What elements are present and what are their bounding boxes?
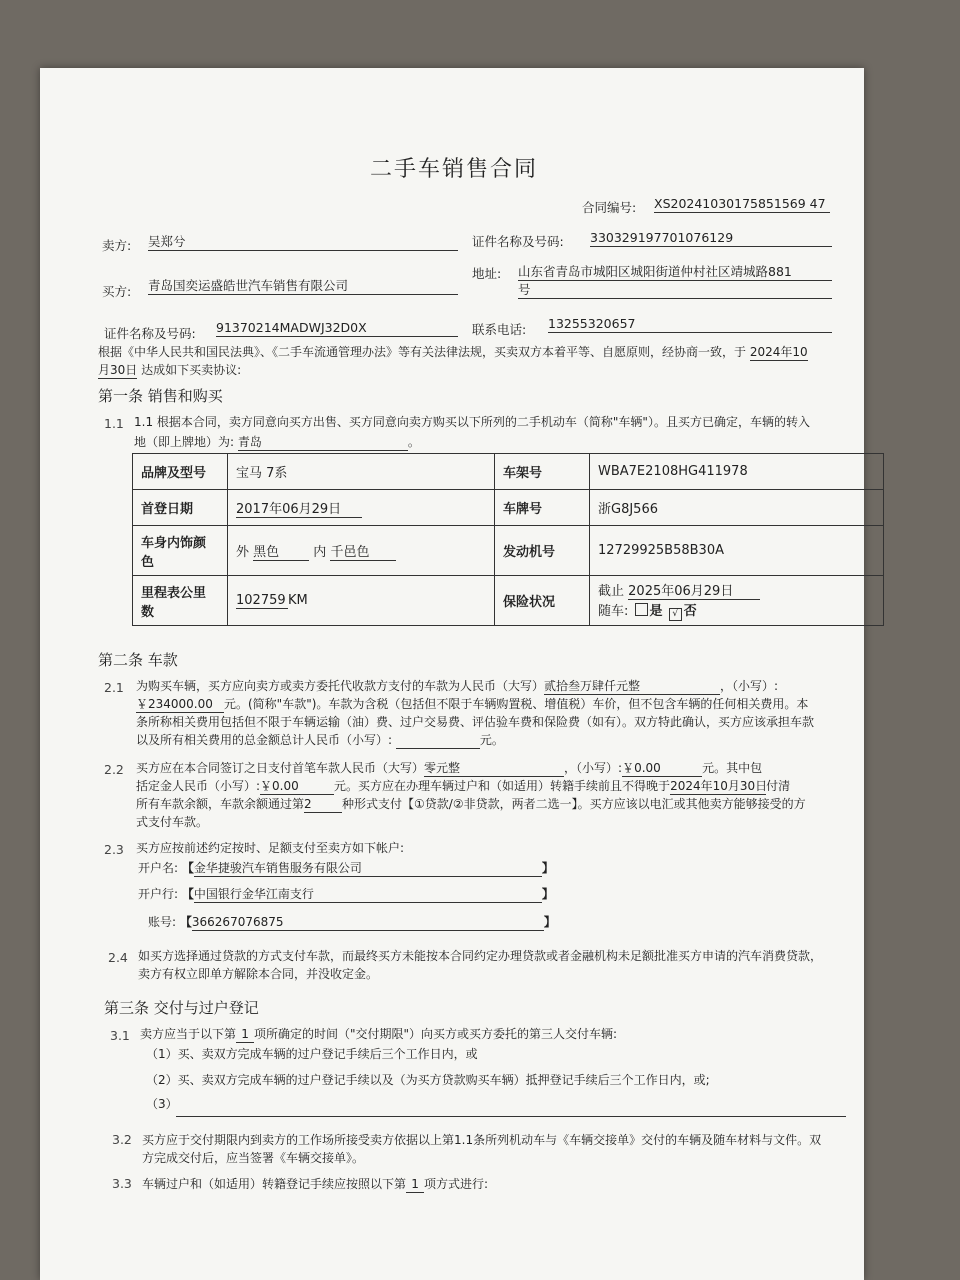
contract-paper xyxy=(40,68,864,1280)
vin-value: WBA7E2108HG411978 xyxy=(590,454,884,490)
article1-text-2: 地（即上牌地）为: 青岛 。 xyxy=(134,435,420,449)
mileage-label: 里程表公里 数 xyxy=(133,576,228,626)
art21-line2: ￥234000.00 元。(简称"车款")。车款为含税（包括但不限于车辆购置税、增值税）车价，但不包含车辆的任何相关费用。本 xyxy=(136,697,809,711)
deposit-value: ￥0.00 xyxy=(260,778,334,795)
article3-heading: 第三条 交付与过户登记 xyxy=(104,999,259,1017)
reg-date-cell xyxy=(228,490,495,526)
account-name-row: 开户名: 【金华捷骏汽车销售服务有限公司 】 xyxy=(138,861,554,875)
plate-label: 车牌号 xyxy=(495,490,590,526)
art21-line3: 条所称相关费用包括但不限于车辆运输（油）费、过户交易费、评估验车费和保险费（如有）。双方特此确认，买方应该承担车款 xyxy=(136,715,815,729)
art24-line1: 如买方选择通过贷款的方式支付车款，而最终买方未能按本合同约定办理贷款或者金融机构未足额批准买方申请的汽车消费贷款， xyxy=(138,949,823,963)
account-no: 366267076875 xyxy=(192,914,544,931)
buyer-address-label: 地址: xyxy=(472,266,502,281)
art22-line1: 买方应在本合同签订之日支付首笔车款人民币（大写）零元整 ，（小写）:￥0.00 元。其中包 xyxy=(136,761,763,775)
contract-no-value: XS20241030175851569 47 xyxy=(654,196,830,213)
option-3-blank xyxy=(176,1116,846,1117)
pay-date: 2024年10月30日 xyxy=(670,779,768,793)
article1-text-1: 1.1 根据本合同，卖方同意向买方出售、买方同意向卖方购买以下所列的二手机动车（简称"车辆"）。且买方已确定，车辆的转入 xyxy=(134,415,810,429)
interior-color: 千邑色 xyxy=(330,541,396,561)
vehicle-row xyxy=(133,454,884,490)
buyer-label: 买方: xyxy=(102,284,132,299)
article2-heading: 第二条 车款 xyxy=(98,651,178,669)
art23-text: 买方应按前述约定按时、足额支付至卖方如下帐户: xyxy=(136,841,405,855)
insurance-date: 2025年06月29日 xyxy=(628,580,760,600)
delivery-option-2: （2）买、卖双方完成车辆的过户登记手续以及（为买方贷款购买车辆）抵押登记手续后三个工作日内，或; xyxy=(146,1073,710,1087)
buyer-name: 青岛国奕运盛皓世汽车销售有限公司 xyxy=(148,278,458,295)
mileage-cell: 102759 KM xyxy=(228,576,495,626)
color-label: 车身内饰颜 色 xyxy=(133,526,228,576)
yes-checkbox[interactable] xyxy=(635,603,648,616)
art31-line1: 卖方应当于以下第 1 项所确定的时间（"交付期限"）向买方或买方委托的第三人交付车辆: xyxy=(140,1027,618,1041)
brand-label: 品牌及型号 xyxy=(133,454,228,490)
price-num: ￥234000.00 xyxy=(136,696,224,713)
art22-num: 2.2 xyxy=(104,762,124,777)
preamble-text-1: 根据《中华人民共和国民法典》、《二手车流通管理办法》等有关法律法规，买卖双方本着平等、自愿原则，经协商一致，于 2024年10 xyxy=(98,345,808,359)
delivery-option-1: （1）买、卖双方完成车辆的过户登记手续后三个工作日内，或 xyxy=(146,1047,478,1061)
bank-name: 中国银行金华江南支行 xyxy=(194,886,542,903)
art22-line4: 式支付车款。 xyxy=(136,815,209,829)
art32-line2: 方完成交付后，应当签署《车辆交接单》。 xyxy=(142,1151,365,1165)
bank-row: 开户行: 【中国银行金华江南支行 】 xyxy=(138,887,554,901)
contract-no-label: 合同编号: xyxy=(582,200,637,215)
exterior-color: 黑色 xyxy=(253,541,309,561)
art24-line2: 卖方有权立即单方解除本合同，并没收定金。 xyxy=(138,967,379,981)
art32-line1: 买方应于交付期限内到卖方的工作场所接受卖方依据以上第1.1条所列机动车与《车辆交接单》交付的车辆及随车材料与文件。双 xyxy=(142,1133,822,1147)
price-cn: 贰拾叁万肆仟元整 xyxy=(544,678,720,695)
vehicle-table xyxy=(132,453,884,626)
engine-label: 发动机号 xyxy=(495,526,590,576)
account-no-row: 账号: 【366267076875 】 xyxy=(148,915,556,929)
delivery-option-3: （3） xyxy=(146,1097,178,1111)
contract-title: 二手车销售合同 xyxy=(370,157,539,182)
art33-num: 3.3 xyxy=(112,1176,132,1191)
pay-method: 2 xyxy=(304,796,342,813)
art21-line4: 以及所有相关费用的总金额总计人民币（小写）: 元。 xyxy=(136,733,504,747)
seller-id-value: 330329197701076129 xyxy=(590,230,832,247)
reg-date-label: 首登日期 xyxy=(133,490,228,526)
buyer-address-line2: 号 xyxy=(518,282,832,299)
color-cell: 外 黑色 内 千邑色 xyxy=(228,526,495,576)
first-payment-cn: 零元整 xyxy=(424,760,564,777)
art23-num: 2.3 xyxy=(104,842,124,857)
article1-heading: 第一条 销售和购买 xyxy=(98,387,223,405)
buyer-address-line1: 山东省青岛市城阳区城阳街道仲村社区靖城路881 xyxy=(518,264,832,281)
seller-name: 吴郑兮 xyxy=(148,234,458,251)
vehicle-row xyxy=(133,526,884,576)
delivery-item-no: 1 xyxy=(236,1026,254,1043)
buyer-id-label: 证件名称及号码: xyxy=(104,326,196,341)
art21-line1: 为购买车辆，买方应向卖方或卖方委托代收款方支付的车款为人民币（大写）贰拾叁万肆仟元整 ，（小写）: xyxy=(136,679,779,693)
account-name: 金华捷骏汽车销售服务有限公司 xyxy=(194,860,542,877)
insurance-cell: 截止 2025年06月29日 随车: 是 √ 否 xyxy=(590,576,884,626)
transfer-way-no: 1 xyxy=(406,1176,424,1193)
first-payment-num: ￥0.00 xyxy=(622,760,702,777)
vehicle-row xyxy=(133,490,884,526)
brand-value: 宝马 7系 xyxy=(228,454,495,490)
reg-date-value: 2017年06月29日 xyxy=(236,498,362,518)
buyer-phone-label: 联系电话: xyxy=(472,322,527,337)
art32-num: 3.2 xyxy=(112,1132,132,1147)
no-checkbox[interactable]: √ xyxy=(669,608,682,621)
art22-line2: 括定金人民币（小写）:￥0.00 元。买方应在办理车辆过户和（如适用）转籍手续前且不得晚于2024年10月30日付清 xyxy=(136,779,791,793)
art31-num: 3.1 xyxy=(110,1028,130,1043)
art33-line1: 车辆过户和（如适用）转籍登记手续应按照以下第 1 项方式进行: xyxy=(142,1177,489,1191)
vehicle-row xyxy=(133,576,884,626)
buyer-phone-value: 13255320657 xyxy=(548,316,832,333)
seller-id-label: 证件名称及号码: xyxy=(472,234,564,249)
art21-num: 2.1 xyxy=(104,680,124,695)
art24-num: 2.4 xyxy=(108,950,128,965)
engine-value: 12729925B58B30A xyxy=(590,526,884,576)
article1-num: 1.1 xyxy=(104,416,124,431)
vin-label: 车架号 xyxy=(495,454,590,490)
insurance-label: 保险状况 xyxy=(495,576,590,626)
seller-label: 卖方: xyxy=(102,238,132,253)
art22-line3: 所有车款余额，车款余额通过第2 种形式支付【①贷款/②非贷款，两者二选一】。买方应该以电汇或其他卖方能够接受的方 xyxy=(136,797,806,811)
preamble-text-2: 月30日 达成如下买卖协议: xyxy=(98,363,242,377)
buyer-id-value: 91370214MADWJ32D0X xyxy=(216,320,458,337)
mileage-value: 102759 xyxy=(236,593,288,609)
plate-value: 浙G8J566 xyxy=(590,490,884,526)
